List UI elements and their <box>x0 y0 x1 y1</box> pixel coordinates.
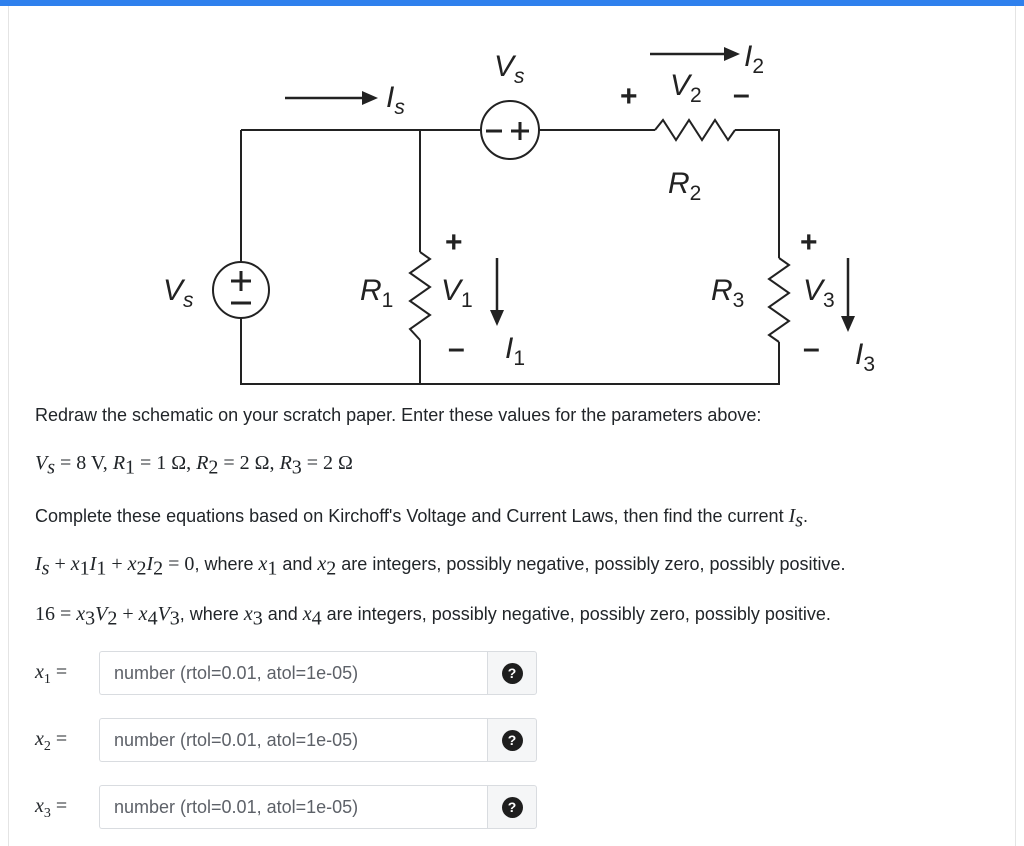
equation-kcl: $I_s + x_1I_1 + x_2I_2 = 0$, where $x_1$ and $x_2$ are integers, possibly negative, possibly zero, possibly positive. <box>35 553 846 580</box>
label-vs-top: $V_s$ <box>494 50 525 88</box>
label-is: $I_s$ <box>386 81 405 119</box>
v2-plus-sign: + <box>620 80 638 113</box>
question-circle-icon: ? <box>502 663 523 684</box>
label-r3: $R_3$ <box>711 274 745 312</box>
help-button-x2[interactable] <box>487 718 537 762</box>
i1-arrowhead <box>490 310 504 326</box>
v2-minus-sign: – <box>733 78 750 111</box>
label-r1: $R_1$ <box>360 274 394 312</box>
i2-arrowhead <box>724 47 740 61</box>
answer-input-x2[interactable] <box>99 718 487 762</box>
label-v2: $V_2$ <box>670 69 702 107</box>
v1-plus-sign: + <box>445 226 463 259</box>
label-r2: $R_2$ <box>668 167 702 205</box>
help-button-x3[interactable] <box>487 785 537 829</box>
instruction-redraw: Redraw the schematic on your scratch paper. Enter these values for the parameters above: <box>35 405 762 425</box>
resistor-r3 <box>769 258 789 342</box>
answer-input-x3[interactable] <box>99 785 487 829</box>
answer-label-x3: $x_3$ = <box>35 795 68 821</box>
answer-input-x1[interactable] <box>99 651 487 695</box>
question-circle-icon: ? <box>502 730 523 751</box>
circuit-schematic <box>0 0 1024 400</box>
schematic-labels <box>163 40 875 376</box>
v3-minus-sign: – <box>803 332 820 365</box>
v3-plus-sign: + <box>800 226 818 259</box>
help-button-x1[interactable] <box>487 651 537 695</box>
v1-minus-sign: – <box>448 332 465 365</box>
label-vs-left: $V_s$ <box>163 274 194 312</box>
parameter-values: $V_s = 8$ V, $R_1 = 1$ Ω, $R_2 = 2$ Ω, $R_3 = 2$ Ω <box>35 452 353 479</box>
answer-label-x2: $x_2$ = <box>35 728 68 754</box>
equation-kvl: $16 = x_3V_2 + x_4V_3$, where $x_3$ and $x_4$ are integers, possibly negative, possibly zero, possibly positive. <box>35 603 831 630</box>
resistor-r1 <box>410 252 430 340</box>
label-i2: $I_2$ <box>744 40 765 78</box>
wire-top-right <box>735 130 779 258</box>
circuit-wires <box>213 101 789 384</box>
label-v1: $V_1$ <box>441 274 473 312</box>
label-v3: $V_3$ <box>803 274 835 312</box>
label-i1: $I_1$ <box>505 332 526 370</box>
i3-arrowhead <box>841 316 855 332</box>
label-i3: $I_3$ <box>855 338 876 376</box>
instruction-kirchoff: Complete these equations based on Kirchoff's Voltage and Current Laws, then find the current $I_s$. <box>35 505 809 532</box>
resistor-r2 <box>655 120 735 140</box>
question-circle-icon: ? <box>502 797 523 818</box>
is-arrowhead <box>362 91 378 105</box>
answer-label-x1: $x_1$ = <box>35 661 68 687</box>
